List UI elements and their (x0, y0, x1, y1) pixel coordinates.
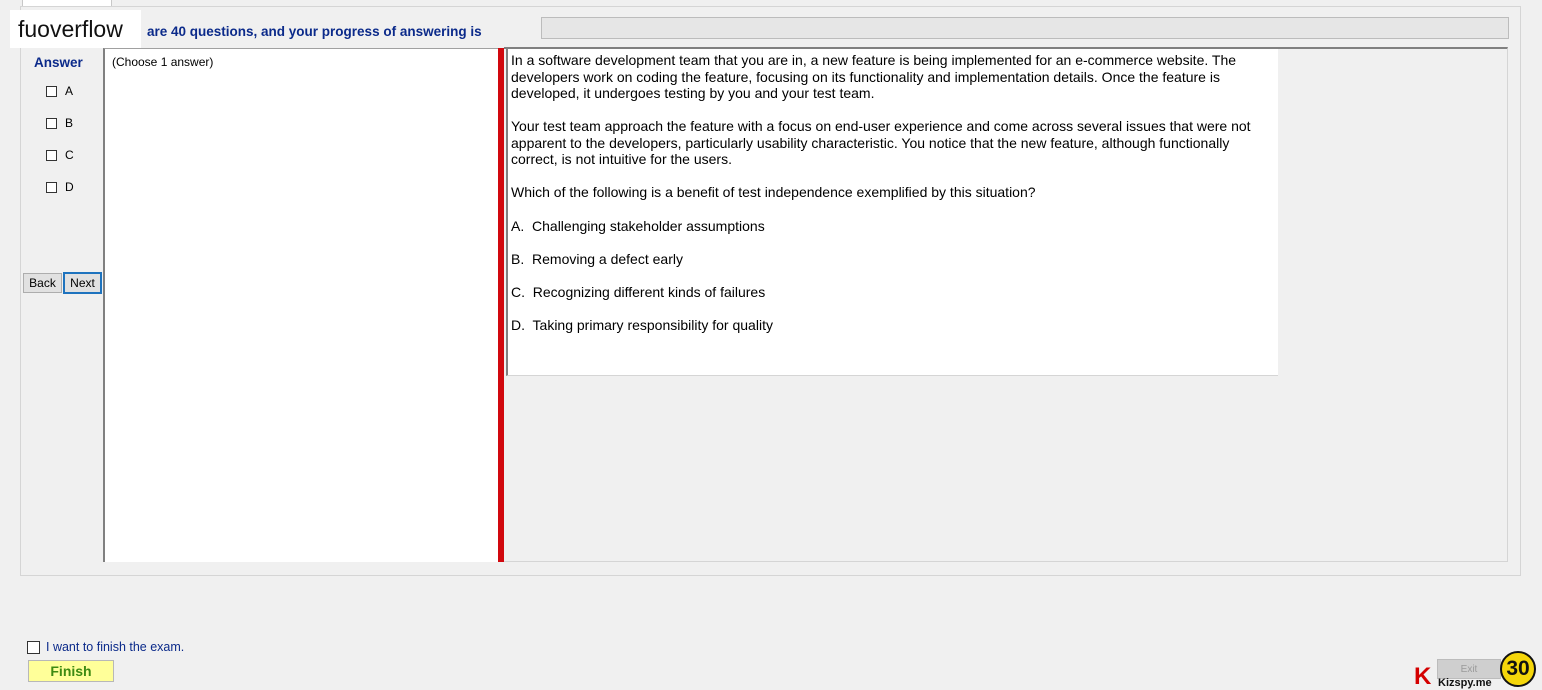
kizspy-logo-icon: K (1414, 663, 1432, 690)
option-a-checkbox[interactable] (46, 84, 73, 98)
option-d-checkbox[interactable] (46, 180, 74, 194)
option-b-checkbox[interactable] (46, 116, 73, 130)
checkbox-icon[interactable] (27, 641, 40, 654)
question-option-a: A. Challenging stakeholder assumptions (511, 218, 765, 234)
checkbox-icon[interactable] (46, 118, 57, 129)
question-option-b: B. Removing a defect early (511, 251, 683, 267)
checkbox-icon[interactable] (46, 150, 57, 161)
kizspy-logo-text: Kizspy.me (1438, 677, 1492, 689)
finish-button[interactable]: Finish (28, 660, 114, 682)
next-button[interactable]: Next (63, 272, 102, 294)
option-label: B (65, 116, 74, 130)
option-c-checkbox[interactable] (46, 148, 74, 162)
option-label: D (65, 180, 74, 194)
answer-pane[interactable] (103, 48, 498, 562)
checkbox-icon[interactable] (46, 182, 57, 193)
timer-badge: 30 (1500, 651, 1536, 687)
finish-exam-label: I want to finish the exam. (46, 640, 185, 654)
option-label: A (65, 84, 74, 98)
progress-bar (541, 17, 1509, 39)
choose-label: (Choose 1 answer) (112, 55, 214, 69)
question-prompt: Which of the following is a benefit of test independence exemplified by this situation? (511, 184, 1036, 200)
back-button[interactable]: Back (23, 273, 62, 293)
question-text-box (506, 49, 1278, 376)
question-option-c: C. Recognizing different kinds of failures (511, 284, 766, 300)
option-label: C (65, 148, 74, 162)
question-paragraph-2: Your test team approach the feature with a focus on end-user experience and come across several issues that were not apparent to the developers, particularly usability characteristic. You notice that the new feature, although functionally correct, is not intuitive for the users. (511, 118, 1251, 168)
answer-heading: Answer (34, 55, 83, 70)
progress-text: are 40 questions, and your progress of answering is (147, 24, 482, 39)
finish-exam-checkbox[interactable] (27, 640, 184, 654)
checkbox-icon[interactable] (46, 86, 57, 97)
exit-button[interactable]: Exit (1437, 659, 1501, 679)
watermark: fuoverflow (10, 10, 141, 48)
question-paragraph-1: In a software development team that you are in, a new feature is being implemented for an e-commerce website. The developers work on coding the feature, focusing on its functionality and implementation details. Once the feature is developed, it undergoes testing by you and your test team. (511, 52, 1237, 102)
question-option-d: D. Taking primary responsibility for quality (511, 317, 773, 333)
